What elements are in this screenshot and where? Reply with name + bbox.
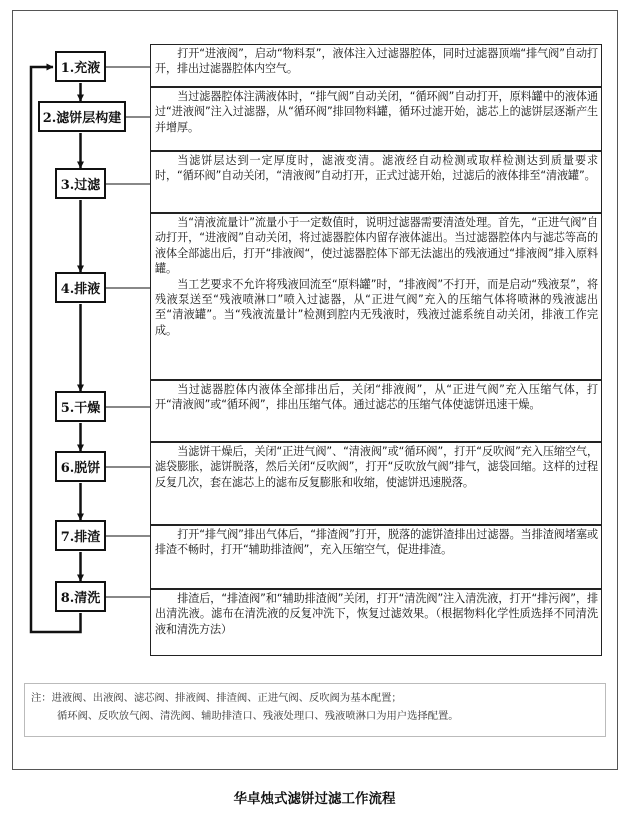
step-label: 1.充液 [60,61,101,76]
step-label: 4.排液 [60,282,101,297]
desc-paragraph: 当滤饼干燥后，关闭“正进气阀”、“清液阀”或“循环阀”，打开“反吹阀”充入压缩空气，滤袋膨胀，滤饼脱落，然后关闭“反吹阀”，打开“反吹放气阀”排气，滤袋回缩。这样的过程反复几次，套在滤芯上的滤布反复膨胀和收缩，使滤饼迅速脱落。 [155,445,598,489]
note-line-2: 循环阀、反吹放气阀、清洗阀、辅助排渣口、残液处理口、残液喷淋口为用户选择配置。 [57,710,459,722]
step-label: 2.滤饼层构建 [42,111,122,126]
step-desc-1 [150,44,602,87]
step-label: 3.过滤 [60,178,101,193]
config-note [24,683,606,737]
step-label: 6.脱饼 [60,461,101,476]
step-desc-2 [150,87,602,151]
step-box-5 [55,391,106,422]
step-box-7 [55,520,106,551]
step-label: 5.干燥 [60,401,101,416]
desc-paragraph: 打开“进液阀”，启动“物料泵”，液体注入过滤器腔体，同时过滤器顶端“排气阀”自动打开，排出过滤器腔体内空气。 [155,47,598,76]
step-desc-6 [150,442,602,525]
step-box-3 [55,168,106,199]
step-desc-8 [150,589,602,656]
desc-paragraph: 当过滤器腔体内液体全部排出后，关闭“排液阀”，从“正进气阀”充入压缩气体，打开“清液阀”或“循环阀”，排出压缩气体。通过滤芯的压缩气体使滤饼迅速干燥。 [155,383,598,412]
step-desc-5 [150,380,602,442]
step-box-2 [38,101,126,132]
note-line-1: 注：进液阀、出液阀、滤芯阀、排液阀、排渣阀、正进气阀、反吹阀为基本配置； [31,692,402,704]
step-label: 7.排渣 [60,530,101,545]
desc-paragraph: 排渣后，“排渣阀”和“辅助排渣阀”关闭，打开“清洗阀”注入清洗液，打开“排污阀”，排出清洗液。滤布在清洗液的反复冲洗下，恢复过滤效果。（根据物料化学性质选择不同清洗液和清洗方法） [155,592,598,636]
desc-paragraph: 打开“排气阀”排出气体后，“排渣阀”打开，脱落的滤饼渣排出过滤器。当排渣阀堵塞或排渣不畅时，打开“辅助排渣阀”，充入压缩空气，促进排渣。 [155,528,598,557]
desc-paragraph: 当“清液流量计”流量小于一定数值时，说明过滤器需要清渣处理。首先，“正进气阀”自动打开，“进液阀”自动关闭，将过滤器腔体内留存液体滤出。当过滤器腔体内与滤芯等高的液体全部滤出后，打开“排液阀“，使过滤器腔体下部无法滤出的残液通过“排液阀”排入原料罐。 [155,216,598,276]
diagram-title: 华卓烛式滤饼过滤工作流程 [233,791,396,807]
desc-paragraph: 当工艺要求不允许将残液回流至“原料罐”时，“排液阀”不打开，而是启动“残液泵”，将残液泵送至“残液喷淋口”喷入过滤器，从“正进气阀”充入的压缩气体将喷淋的残液滤出至“清液罐”。当“残液流量计”检测到腔内无残液时，残液过滤系统自动关闭，排液工作完成。 [155,277,598,337]
step-desc-3 [150,151,602,213]
step-desc-7 [150,525,602,589]
step-desc-4 [150,213,602,380]
desc-paragraph: 当滤饼层达到一定厚度时，滤液变清。滤液经自动检测或取样检测达到质量要求时，“循环阀”自动关闭，“清液阀”自动打开，正式过滤开始，过滤后的液体排至“清液罐”。 [155,154,598,183]
desc-paragraph: 当过滤器腔体注满液体时，“排气阀”自动关闭，“循环阀”自动打开，原料罐中的液体通过“进液阀”注入过滤器，从“循环阀”排回物料罐，循环过滤开始，滤芯上的滤饼层逐渐产生并增厚。 [155,90,598,134]
step-box-6 [55,451,106,482]
step-box-4 [55,272,106,303]
step-box-8 [55,581,106,612]
step-box-1 [55,51,106,82]
step-label: 8.清洗 [60,591,101,606]
